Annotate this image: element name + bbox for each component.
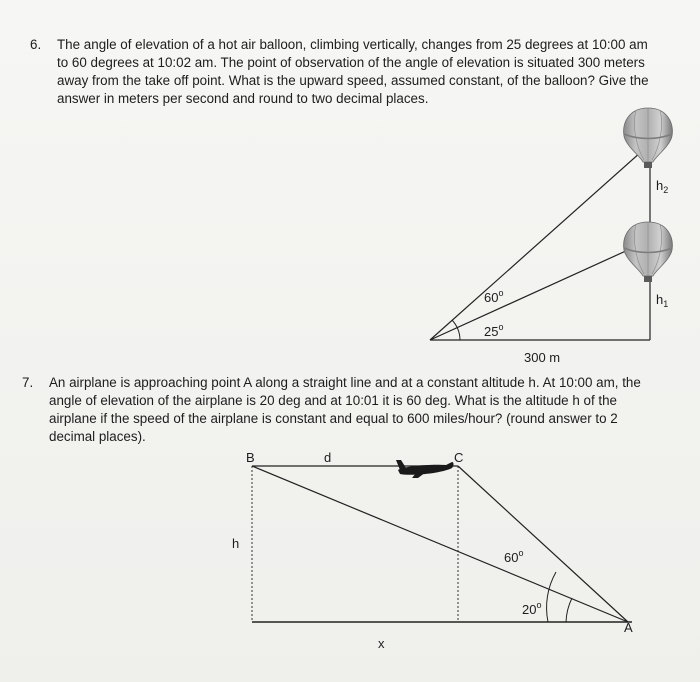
hot-air-balloon-icon [624, 108, 673, 168]
angle-label-25: 25$^o$ [484, 322, 504, 339]
problem-7-number: 7. [22, 375, 34, 390]
distance-label: 300 m [524, 350, 561, 365]
distance-label-x: x [378, 636, 385, 651]
angle-label-20: 20$^o$ [522, 600, 542, 617]
altitude-label-h: h [232, 536, 240, 551]
point-label-b: B [246, 450, 255, 465]
angle-arc-20 [566, 598, 572, 622]
angle-label-60: 60$^o$ [484, 288, 504, 305]
distance-label-d: d [324, 450, 332, 465]
hot-air-balloon-icon [624, 222, 673, 282]
airplane-icon [396, 460, 454, 478]
height-label-h1: $h_1$ [656, 292, 669, 309]
point-label-a: A [624, 620, 633, 635]
point-label-c: C [454, 450, 464, 465]
height-label-h2: $h_2$ [656, 178, 669, 195]
problem-7-text: An airplane is approaching point A along a straight line and at a constant altitude h. At 10:00 am, the angle of elevation of the airplane is 20 deg and at 10:01 it is 60 deg. What is the altitude h of the airplane if the speed of the airplane is constant and equal to 600 miles/hour? (round answer to 2 decimal places). [49, 375, 641, 444]
airplane-figure [232, 450, 633, 651]
sight-line-60 [458, 466, 628, 622]
balloon-figure [430, 108, 672, 365]
problem-6-number: 6. [30, 37, 42, 52]
sight-line-25 [430, 240, 650, 340]
angle-arc-60 [547, 572, 556, 622]
angle-label-60: 60$^o$ [504, 548, 524, 565]
problem-6-text: The angle of elevation of a hot air balloon, climbing vertically, changes from 25 degrees at 10:00 am to 60 degrees at 10:02 am. The point of observation of the angle of elevation is situated 300 meters away from the take off point. What is the upward speed, assumed constant, of the balloon? Give the answer in meters per second and round to two decimal places. [57, 37, 649, 106]
sight-line-60 [430, 144, 650, 340]
